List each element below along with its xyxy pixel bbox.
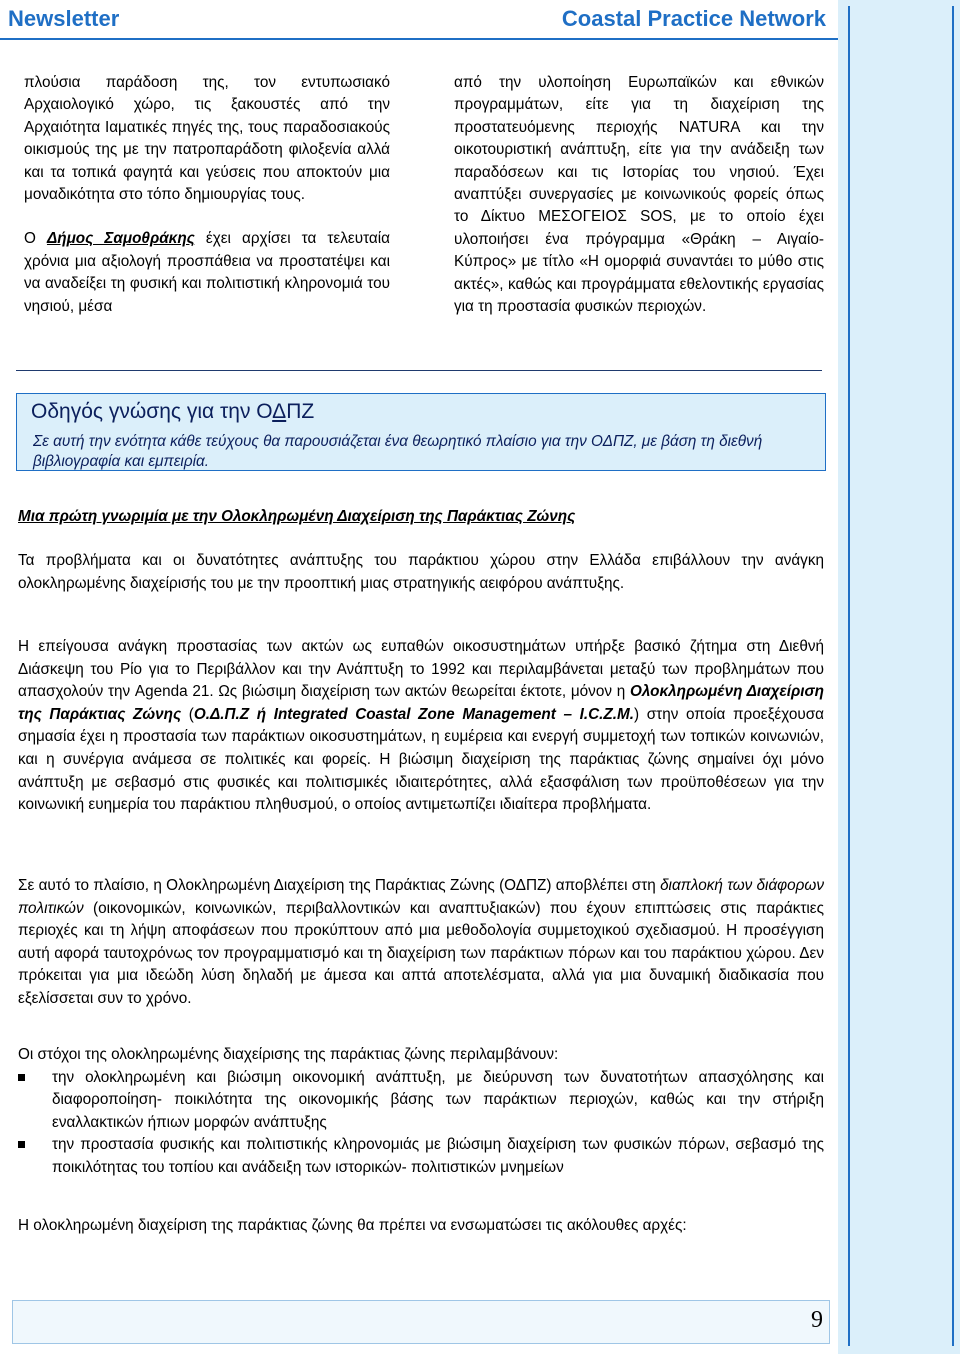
top-right-column	[454, 72, 824, 318]
guide-box-subtitle: Σε αυτή την ενότητα κάθε τεύχους θα παρουσιάζεται ένα θεωρητικό πλαίσιο για την ΟΔΠΖ, με βάση τη διεθνή βιβλιογραφία και εμπειρία.	[33, 433, 763, 470]
list-item	[18, 1134, 824, 1179]
guide-title-post: ΠΖ	[286, 400, 315, 423]
top-left-paragraph-2	[24, 228, 390, 318]
top-left-column	[24, 72, 390, 318]
objective-text: την ολοκληρωμένη και βιώσιμη οικονομική ανάπτυξη, με διεύρυνση των δυνατοτήτων απασχόλησης και διαφοροποίηση- ποικιλότητα της οικονομικής βάσης των παράκτιων περιοχών, καθώς και την στήριξη εναλλακτικών ήπιων μορφών ανάπτυξης	[52, 1068, 824, 1131]
article-paragraph-1: Τα προβλήματα και οι δυνατότητες ανάπτυξης του παράκτιου χώρου στην Ελλάδα επιβάλλουν την ανάγκη ολοκληρωμένης διαχείρισής του με την προοπτική μιας στρατηγικής αειφόρου ανάπτυξης.	[18, 552, 824, 592]
municipality-name: Δήμος Σαμοθράκης	[46, 230, 195, 248]
p2-lead: Ο	[24, 230, 47, 248]
article-paragraph-2	[18, 636, 824, 817]
right-sidebar-frame	[848, 6, 954, 1346]
p2-text-e: ) στην οποία προεξέχουσα σημασία έχει η προστασία των παράκτιων οικοσυστημάτων, η ευμέρεια και ενεργή συμμετοχή των τοπικών κοινωνιών, και η συνέργια ανάμεσα σε πολιτικές και φορείς. Η βιώσιμη διαχείριση της παράκτιας ζώνης σημαίνει όχι μόνο ανάπτυξη με σεβασμό στις φυσικές και πολιτισμικές ιδιαιτερότητες, αλλά εξασφάλιση των προϋποθέσεων για την κοινωνική ευημερία του παράκτιου πληθυσμού, ο οποίος αντιμετωπίζει ιδιαίτερα προβλήματα.	[18, 705, 825, 814]
objectives-list	[18, 1067, 824, 1180]
square-bullet-icon	[18, 1141, 25, 1148]
network-title: Coastal Practice Network	[561, 6, 826, 31]
p3-text-c: (οικονομικών, κοινωνικών, περιβαλλοντικών και αναπτυξιακών) που έχουν επιπτώσεις στις παράκτιες περιοχές και τη λήψη αποφάσεων που προκύπτουν από μια μεθοδολογία συμμετοχικού σχεδιασμού. Η προσέγγιση αυτή αφορά ταυτοχρόνως τον προγραμματισμό και τη διαχείριση των παράκτιων πόρων και του παράκτιου χώρου. Δεν πρόκειται για μια ιδεώδη λύση δηλαδή με άμεσα και απτά αποτελέσματα, αλλά για μια δυναμική διαδικασία που εξελίσσεται συν το χρόνο.	[18, 899, 824, 1007]
objectives-section	[18, 1044, 824, 1180]
guide-box-title	[31, 400, 314, 424]
square-bullet-icon	[18, 1074, 25, 1081]
p2-rest: έχει αρχίσει τα τελευταία χρόνια μια αξιολογή προσπάθεια να προστατέψει και να αναδείξει τη φυσική και πολιτιστική κληρονομιά του νησιού, μέσα	[24, 230, 390, 315]
iczm-acronym: Ο.Δ.Π.Ζ ή Integrated Coastal Zone Management – I.C.Z.M.	[193, 705, 634, 723]
page-header	[0, 0, 838, 40]
page-number: 9	[811, 1307, 823, 1333]
iczm-greek-term: Ολοκληρωμένη Διαχείριση της Παράκτιας Ζώνης	[18, 683, 824, 723]
section-divider	[16, 370, 822, 371]
newsletter-title: Newsletter	[8, 6, 120, 31]
article-paragraph-5: Η ολοκληρωμένη διαχείριση της παράκτιας ζώνης θα πρέπει να ενσωματώσει τις ακόλουθες αρχές:	[18, 1217, 687, 1234]
top-right-paragraph-1: από την υλοποίηση Ευρωπαϊκών και εθνικών προγραμμάτων, είτε για τη διαχείριση της προστατευόμενης περιοχής NATURA και την οικοτουριστική ανάπτυξη, είτε για την ανάδειξη των παραδόσεων και τις Ιστορίας του νησιού. Έχει αναπτύξει συνεργασίες με κοινωνικούς φορείς όπως το Δίκτυο ΜΕΣΟΓΕΙΟΣ SOS, με το οποίο έχει υλοποιήσει ένα πρόγραμμα «Θράκη – Αιγαίο- Κύπρος» με τίτλο «Η ομορφιά συναντάει το μύθο στις ακτές», καθώς και προγράμματα εθελοντικής εργασίας για τη προστασία φυσικών περιοχών.	[454, 74, 824, 316]
guide-title-underlined: Δ	[272, 400, 287, 423]
objective-text: την προστασία φυσικής και πολιτιστικής κληρονομιάς με βιώσιμη διαχείριση των φυσικών πόρων, σεβασμό της ποικιλότητας του τοπίου και ανάδειξη των ιστορικών- πολιτιστικών μνημείων	[52, 1136, 824, 1176]
p2-text-a: Η επείγουσα ανάγκη προστασίας των ακτών ως ευπαθών οικοσυστημάτων υπήρξε βασικό ζήτημα στη Διεθνή Διάσκεψη του Ρίο για το Περιβάλλον και την Ανάπτυξη το 1992 και περιλαμβάνεται μεταξύ των προβλημάτων που απασχολούν την Agenda 21. Ως βιώσιμη διαχείριση των ακτών θεωρείται έκτοτε, μόνον η	[18, 638, 824, 701]
list-item	[18, 1067, 824, 1135]
article-heading: Μια πρώτη γνωριμία με την Ολοκληρωμένη Διαχείριση της Παράκτιας Ζώνης	[18, 508, 576, 525]
objectives-intro: Οι στόχοι της ολοκληρωμένης διαχείρισης της παράκτιας ζώνης περιλαμβάνουν:	[18, 1046, 559, 1063]
guide-title-pre: Οδηγός γνώσης για την Ο	[31, 400, 273, 423]
article-paragraph-3	[18, 875, 824, 1011]
p2-text-c: (	[181, 705, 194, 723]
policy-interlink-term: διαπλοκή των διάφορων πολιτικών	[18, 877, 824, 917]
p3-text-a: Σε αυτό το πλαίσιο, η Ολοκληρωμένη Διαχείριση της Παράκτιας Ζώνης (ΟΔΠΖ) αποβλέπει στη	[18, 877, 661, 894]
header-divider	[0, 38, 838, 40]
guide-box	[16, 393, 826, 471]
footer-box	[12, 1300, 830, 1344]
top-left-paragraph-1: πλούσια παράδοση της, τον εντυπωσιακό Αρχαιολογικό χώρο, τις ξακουστές από την Αρχαιότητα Ιαματικές πηγές της, τους παραδοσιακούς οικισμούς της με την πατροπαράδοτη φιλοξενία αλλά και τα τοπικά φαγητά και γεύσεις που αποκτούν μια μοναδικότητα στο τόπο δημιουργίας τους.	[24, 74, 390, 204]
